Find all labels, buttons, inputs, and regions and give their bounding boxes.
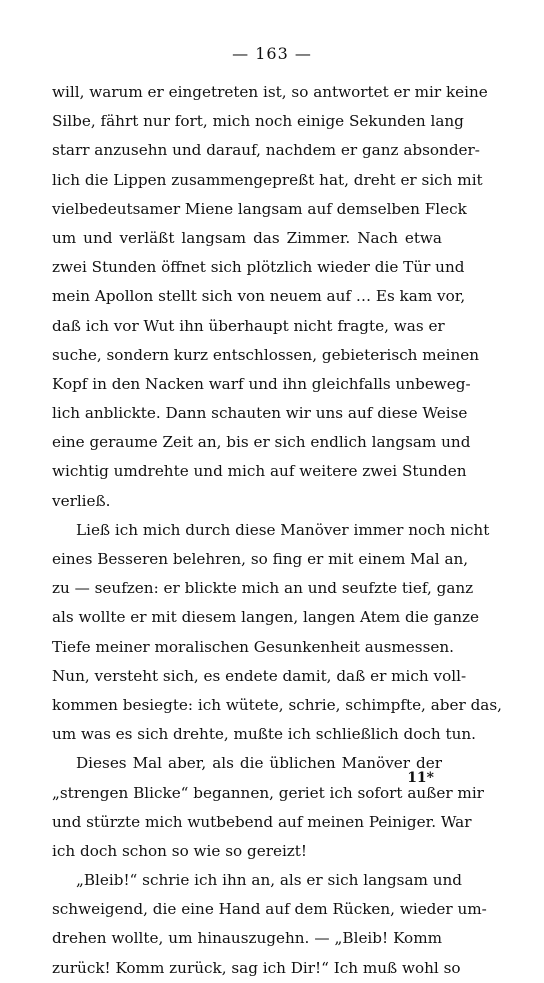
text-line: zu — seufzen: er blickte mich an und seufzte tief, ganz <box>52 579 474 598</box>
text-line: „strengen Blicke“ begannen, geriet ich sofort außer mir <box>52 783 484 802</box>
text-line: starr anzusehn und darauf, nachdem er ganz absonder- <box>52 141 480 160</box>
text-line: Kopf in den Nacken warf und ihn gleichfalls unbeweg- <box>52 374 471 393</box>
text-line: um und verläßt langsam das Zimmer. Nach etwa <box>52 228 442 247</box>
text-line: zwei Stunden öffnet sich plötzlich wieder die Tür und <box>52 258 465 277</box>
text-line: eine geraume Zeit an, bis er sich endlich langsam und <box>52 433 471 452</box>
text-line: Dieses Mal aber, als die üblichen Manöver der <box>76 754 442 773</box>
text-line: suche, sondern kurz entschlossen, gebieterisch meinen <box>52 345 480 364</box>
text-line: wichtig umdrehte und mich auf weitere zwei Stunden <box>52 462 467 481</box>
text-line: „Bleib!“ schrie ich ihn an, als er sich langsam und <box>76 871 463 890</box>
text-line: daß ich vor Wut ihn überhaupt nicht fragte, was er <box>52 316 445 335</box>
text-line: Ließ ich mich durch diese Manöver immer noch nicht <box>76 520 490 539</box>
signature-mark: 11* <box>407 770 434 786</box>
text-line: Tiefe meiner moralischen Gesunkenheit ausmessen. <box>52 637 454 656</box>
text-line: Nun, versteht sich, es endete damit, daß er mich voll- <box>52 666 467 685</box>
text-line: verließ. <box>52 491 111 510</box>
text-line: kommen besiegte: ich wütete, schrie, schimpfte, aber das, <box>52 695 502 714</box>
text-line: eines Besseren belehren, so fing er mit einem Mal an, <box>52 550 469 568</box>
text-line: mein Apollon stellt sich von neuem auf … Es kam vor, <box>52 287 466 306</box>
text-line: lich die Lippen zusammengepreßt hat, dreht er sich mit <box>52 170 483 189</box>
text-line: Silbe, fährt nur fort, mich noch einige Sekunden lang <box>52 112 464 131</box>
text-line: und stürzte mich wutbebend auf meinen Peiniger. War <box>52 812 472 831</box>
text-line: lich anblickte. Dann schauten wir uns auf diese Weise <box>52 404 468 423</box>
text-line: drehen wollte, um hinauszugehn. — „Bleib! Komm <box>52 929 442 948</box>
body-text <box>52 78 502 983</box>
page-number: — 163 — <box>232 44 312 63</box>
text-line: zurück! Komm zurück, sag ich Dir!“ Ich muß wohl so <box>52 958 461 977</box>
text-line: vielbedeutsamer Miene langsam auf demselben Fleck <box>52 199 467 218</box>
text-line: will, warum er eingetreten ist, so antwortet er mir keine <box>52 83 488 101</box>
text-line: schweigend, die eine Hand auf dem Rücken, wieder um- <box>52 900 487 919</box>
text-line: als wollte er mit diesem langen, langen Atem die ganze <box>52 608 479 627</box>
text-line: ich doch schon so wie so gereizt! <box>52 841 308 860</box>
text-line: um was es sich drehte, mußte ich schließlich doch tun. <box>52 725 477 744</box>
